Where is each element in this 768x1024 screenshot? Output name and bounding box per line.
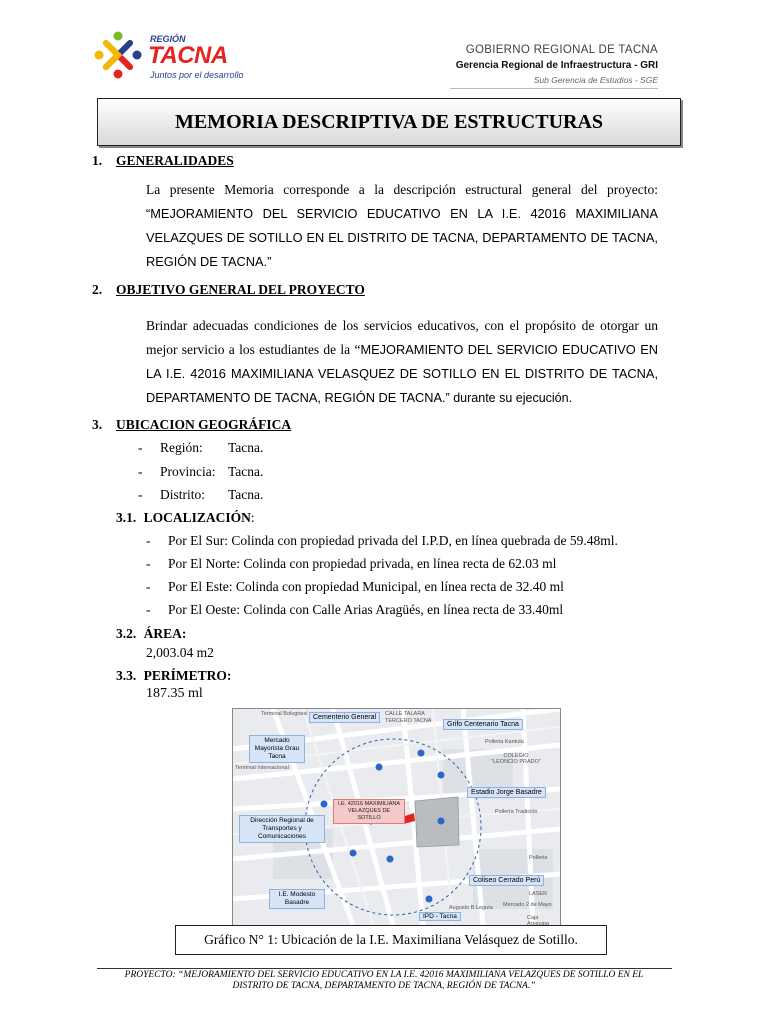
paragraph-text: Brindar adecuadas condiciones de los servicios educativos, con el propósito de otorgar un mejor servicio a los estudiantes de la “ xyxy=(146,318,658,357)
street-label: Pollería Tradición xyxy=(495,809,538,815)
street-label: Mercado 2 de Mayo xyxy=(503,902,552,908)
bullet-dash: - xyxy=(146,556,151,571)
subsection-heading-perimetro xyxy=(116,668,231,684)
street-label: COLEGIO "LEONCIO PRADO" xyxy=(491,753,541,765)
street-label: LASER xyxy=(529,891,548,897)
header-org: GOBIERNO REGIONAL DE TACNA xyxy=(465,44,658,56)
subsection-number: 3.1. xyxy=(116,510,137,525)
section-heading-2 xyxy=(92,282,492,300)
location-item-region xyxy=(138,440,264,456)
boundary-text: Por El Norte: Colinda con propiedad privada, en línea recta de 62.03 ml xyxy=(168,556,557,571)
subsection-heading-localizacion xyxy=(116,510,255,526)
map-label: Mercado Mayorista Grau Tacna xyxy=(249,735,305,763)
header-department: Gerencia Regional de Infraestructura - GRI xyxy=(455,60,658,71)
boundary-text: Por El Este: Colinda con propiedad Municipal, en línea recta de 32.40 ml xyxy=(168,579,564,594)
map-label: Estadio Jorge Basadre xyxy=(467,787,546,798)
map-label: Coliseo Cerrado Perú xyxy=(469,875,544,886)
boundary-text: Por El Oeste: Colinda con Calle Arias Aragüés, en línea recta de 33.40ml xyxy=(168,602,564,617)
footer xyxy=(80,970,688,992)
subsection-suffix: : xyxy=(250,510,255,525)
header-divider xyxy=(450,88,658,89)
logo-region-label: REGIÓN xyxy=(150,34,186,44)
footer-divider xyxy=(97,968,672,969)
section-title: UBICACION GEOGRÁFICA xyxy=(116,417,292,432)
logo-name: TACNA xyxy=(148,42,228,69)
subsection-number: 3.2. xyxy=(116,626,137,641)
boundary-item xyxy=(146,556,557,572)
footer-line-2: DISTRITO DE TACNA, DEPARTAMENTO DE TACNA, REGIÓN DE TACNA.” xyxy=(232,981,536,991)
section-title: GENERALIDADES xyxy=(116,153,234,168)
map-label: Cementerio General xyxy=(309,712,380,723)
boundary-item xyxy=(146,579,564,595)
location-label: Provincia: xyxy=(160,464,216,479)
perimeter-value: 187.35 ml xyxy=(146,686,203,701)
street-label: CALLE TALARA xyxy=(385,711,425,717)
section-number: 2. xyxy=(92,282,103,297)
location-item-district xyxy=(138,487,264,503)
street-label: Polleria Kantuta xyxy=(485,739,524,745)
bullet-dash: - xyxy=(146,579,151,594)
bullet-dash: - xyxy=(146,533,151,548)
location-map xyxy=(232,708,561,926)
street-label: Caja Arequipa xyxy=(527,915,550,926)
map-label: IPD - Tacna xyxy=(419,912,461,921)
document-title-box xyxy=(97,98,681,146)
boundary-item xyxy=(146,533,618,549)
map-label: Grifo Centenario Tacna xyxy=(443,719,523,730)
boundary-text: Por El Sur: Colinda con propiedad privada del I.P.D, en línea quebrada de 59.48ml. xyxy=(168,533,618,548)
header-subdepartment: Sub Gerencia de Estudios - SGE xyxy=(533,75,658,85)
map-label: I.E. Modesto Basadre xyxy=(269,889,325,909)
logo-slogan: Juntos por el desarrollo xyxy=(150,70,244,80)
location-label: Región: xyxy=(160,440,203,455)
section-heading-3 xyxy=(92,417,392,435)
section-2-paragraph xyxy=(146,314,658,410)
section-number: 3. xyxy=(92,417,103,432)
section-number: 1. xyxy=(92,153,103,168)
project-name-quote: MEJORAMIENTO DEL SERVICIO EDUCATIVO EN LA I.E. 42016 MAXIMILIANA VELASQUEZ DE SOTILLO EN EL DISTRITO DE TACNA, DEPARTAMENTO DE TACNA, REGIÓN DE TACNA. xyxy=(146,342,659,405)
subsection-heading-area xyxy=(116,626,186,642)
project-name-quote: “MEJORAMIENTO DEL SERVICIO EDUCATIVO EN LA I.E. 42016 MAXIMILIANA VELAZQUES DE SOTILLO EN EL DISTRITO DE TACNA, DEPARTAMENTO DE TACNA, REGIÓN DE TACNA.” xyxy=(146,206,658,269)
area-value: 2,003.04 m2 xyxy=(146,645,214,660)
header xyxy=(0,0,768,95)
subsection-title: ÁREA: xyxy=(143,626,187,641)
section-heading-1 xyxy=(92,153,392,171)
bullet-dash: - xyxy=(146,602,151,617)
street-label: Terminal Internacional xyxy=(235,765,289,771)
street-label: TERCERO TACNA xyxy=(385,718,432,724)
school-label: I.E. 42016 MAXIMILIANA VELAZQUES DE SOTILLO xyxy=(333,799,405,824)
street-label: Augusto B Leguía xyxy=(449,905,493,911)
street-label: Polleria xyxy=(529,855,548,861)
paragraph-text: La presente Memoria corresponde a la descripción estructural general del proyecto: xyxy=(146,182,658,197)
location-value: Tacna. xyxy=(228,464,264,479)
figure-caption: Gráfico N° 1: Ubicación de la I.E. Maximiliana Velásquez de Sotillo. xyxy=(175,925,607,955)
section-1-paragraph xyxy=(146,178,658,274)
region-logo-icon xyxy=(93,30,143,80)
boundary-item xyxy=(146,602,564,618)
subsection-number: 3.3. xyxy=(116,668,137,683)
map-label: Dirección Regional de Transportes y Comunicaciones xyxy=(239,815,325,843)
bullet-dash: - xyxy=(138,440,143,455)
subsection-title: LOCALIZACIÓN xyxy=(143,510,251,525)
bullet-dash: - xyxy=(138,464,143,479)
location-value: Tacna. xyxy=(228,487,264,502)
footer-line-1: PROYECTO: “MEJORAMIENTO DEL SERVICIO EDUCATIVO EN LA I.E. 42016 MAXIMILIANA VELAZQUES DE SOTILLO EN EL xyxy=(124,970,644,980)
section-title: OBJETIVO GENERAL DEL PROYECTO xyxy=(116,282,365,297)
paragraph-end: ” durante su ejecución. xyxy=(445,391,573,405)
subsection-title: PERÍMETRO: xyxy=(143,668,232,683)
location-label: Distrito: xyxy=(160,487,206,502)
document-title: MEMORIA DESCRIPTIVA DE ESTRUCTURAS xyxy=(174,110,604,133)
location-item-province xyxy=(138,464,264,480)
bullet-dash: - xyxy=(138,487,143,502)
location-value: Tacna. xyxy=(228,440,264,455)
street-label: Terminal Bolognesi xyxy=(261,711,308,717)
